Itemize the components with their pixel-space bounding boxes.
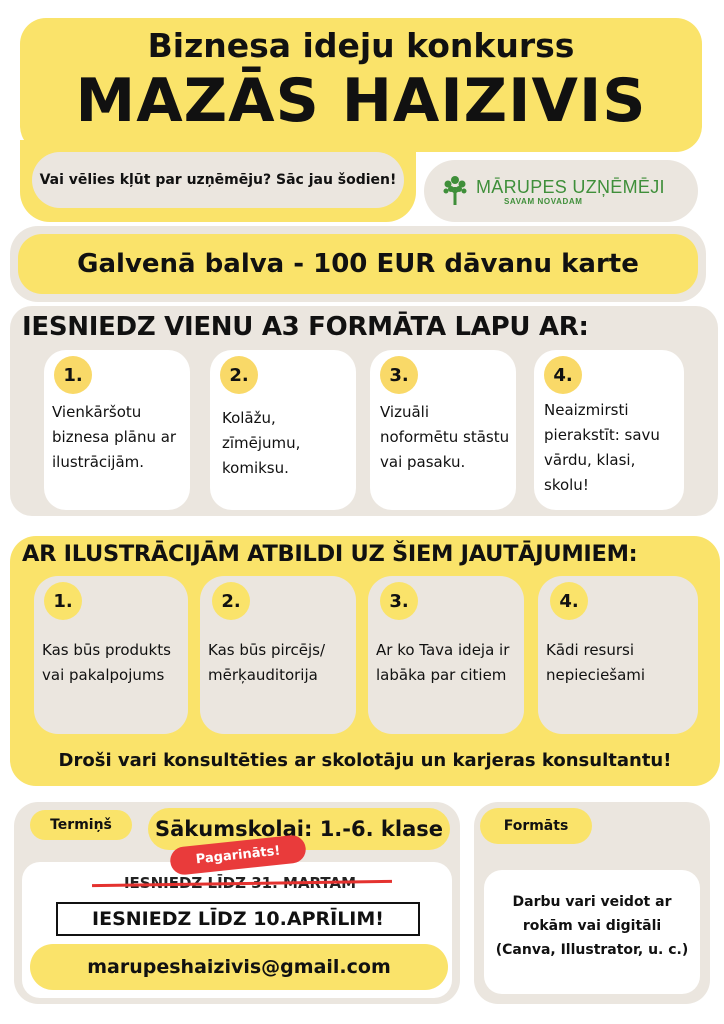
logo-tagline: SAVAM NOVADAM: [504, 196, 583, 206]
prize-banner: Galvenā balva - 100 EUR dāvanu karte: [18, 234, 698, 294]
contest-title: MAZĀS HAIZIVIS: [75, 66, 647, 136]
contest-subtitle: Biznesa ideju konkurss: [147, 26, 575, 65]
question-card-text: Kas būs produkts vai pakalpojums: [42, 641, 171, 684]
deadline-label: Termiņš: [30, 810, 132, 840]
item-number-badge: 4.: [550, 582, 588, 620]
grade-range: Sākumskolai: 1.-6. klase: [148, 808, 450, 850]
submission-card-text: Vienkāršotu biznesa plānu ar ilustrācijām.: [52, 403, 177, 471]
submission-section-title: IESNIEDZ VIENU A3 FORMĀTA LAPU AR:: [22, 312, 589, 342]
item-number-badge: 1.: [54, 356, 92, 394]
contact-email[interactable]: marupeshaizivis@gmail.com: [30, 944, 448, 990]
item-number-badge: 2.: [212, 582, 250, 620]
question-card-text: Kādi resursi nepieciešami: [546, 641, 646, 684]
tree-icon: [442, 174, 468, 208]
questions-section-title: AR ILUSTRĀCIJĀM ATBILDI UZ ŠIEM JAUTĀJUMIEM:: [22, 541, 638, 567]
new-deadline: IESNIEDZ LĪDZ 10.APRĪLIM!: [56, 902, 420, 936]
submission-card-text: Neaizmirsti pierakstīt: savu vārdu, klasi, skolu!: [544, 401, 660, 494]
consultation-note: Droši vari konsultēties ar skolotāju un karjeras konsultantu!: [58, 750, 672, 771]
submission-card-text: Kolāžu, zīmējumu, komiksu.: [222, 409, 301, 477]
item-number-badge: 4.: [544, 356, 582, 394]
format-description: Darbu vari veidot ar rokām vai digitāli (Canva, Illustrator, u. c.): [495, 894, 689, 958]
item-number-badge: 3.: [380, 582, 418, 620]
question-card-text: Kas būs pircējs/ mērķauditorija: [208, 641, 325, 684]
extended-badge: Pagarināts!: [169, 834, 307, 876]
item-number-badge: 2.: [220, 356, 258, 394]
item-number-badge: 3.: [380, 356, 418, 394]
question-card-text: Ar ko Tava ideja ir labāka par citiem: [376, 641, 510, 684]
organizer-logo: [424, 160, 698, 222]
question-pill: Vai vēlies kļūt par uzņēmēju? Sāc jau šodien!: [32, 152, 404, 208]
logo-name: MĀRUPES UZŅĒMĒJI: [476, 176, 665, 197]
submission-card-text: Vizuāli noformētu stāstu vai pasaku.: [380, 403, 510, 471]
item-number-badge: 1.: [44, 582, 82, 620]
format-label: Formāts: [480, 808, 592, 844]
